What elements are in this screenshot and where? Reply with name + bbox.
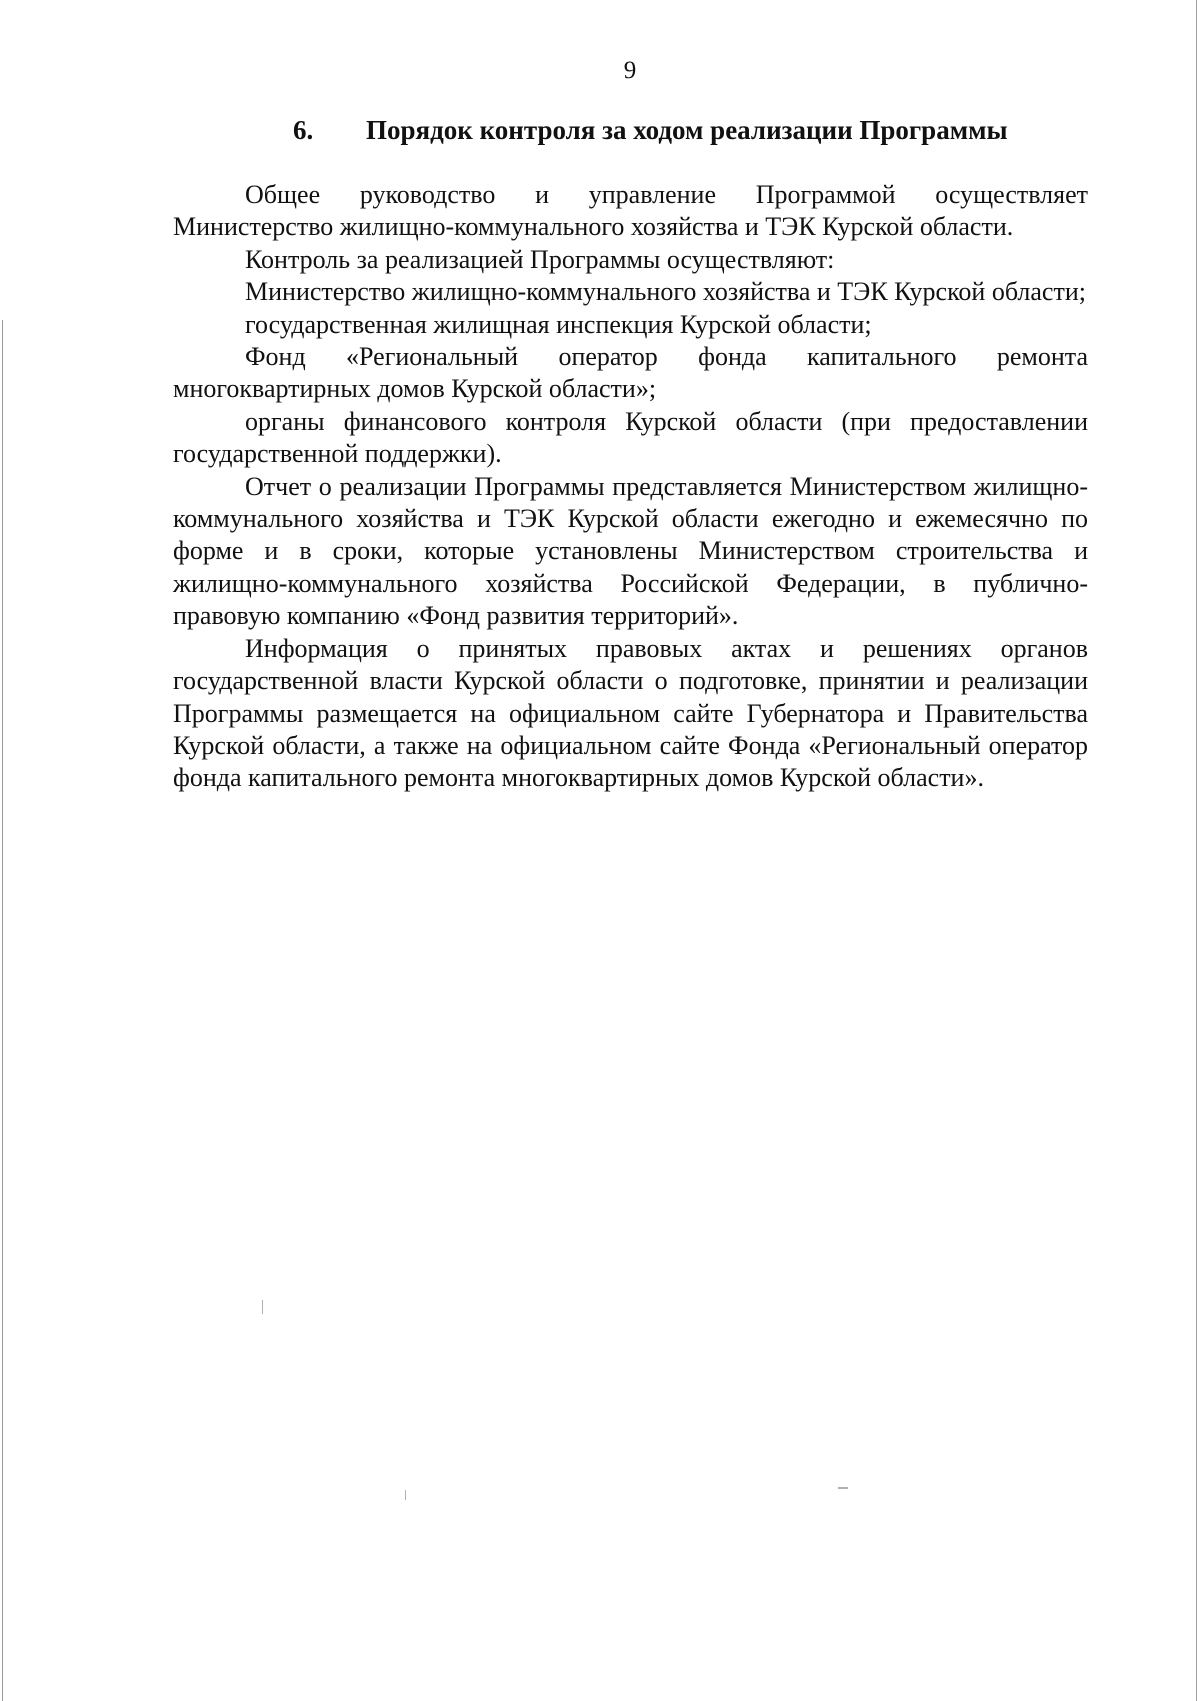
paragraph: Отчет о реализации Программы представляется Министерством жилищно-коммунального хозяйства и ТЭК Курской области ежегодно и ежемесячно по форме и в сроки, которые установлены Министерством строительства и жилищно-коммунального хозяйства Российской Федерации, в публично-правовую компанию «Фонд развития территорий». <box>173 471 1088 631</box>
paragraph: Министерство жилищно-коммунального хозяйства и ТЭК Курской области; <box>245 277 1086 307</box>
paragraph: Фонд «Региональный оператор фонда капитального ремонта многоквартирных домов Курской области»; <box>173 342 1088 404</box>
scan-edge-left <box>2 320 3 1701</box>
section-heading <box>293 115 1008 145</box>
page-number: 9 <box>623 57 637 84</box>
paragraph: Общее руководство и управление Программой осуществляет Министерство жилищно-коммунального хозяйства и ТЭК Курской области. <box>173 180 1088 242</box>
scan-speck <box>405 1490 406 1500</box>
section-number: 6. <box>293 115 314 145</box>
paragraph: Контроль за реализацией Программы осуществляют: <box>245 244 835 274</box>
scan-speck <box>262 1300 263 1314</box>
scan-speck <box>838 1487 848 1489</box>
paragraph: Информация о принятых правовых актах и решениях органов государственной власти Курской области о подготовке, принятии и реализации Программы размещается на официальном сайте Губернатора и Правительства Курской области, а также на официальном сайте Фонда «Региональный оператор фонда капитального ремонта многоквартирных домов Курской области». <box>173 633 1088 793</box>
document-body <box>173 179 1088 795</box>
paragraph: государственная жилищная инспекция Курской области; <box>245 309 872 339</box>
scan-edge-right <box>1196 0 1197 1701</box>
section-title: Порядок контроля за ходом реализации Программы <box>366 115 1008 145</box>
paragraph: органы финансового контроля Курской области (при предоставлении государственной поддержки). <box>173 406 1088 469</box>
